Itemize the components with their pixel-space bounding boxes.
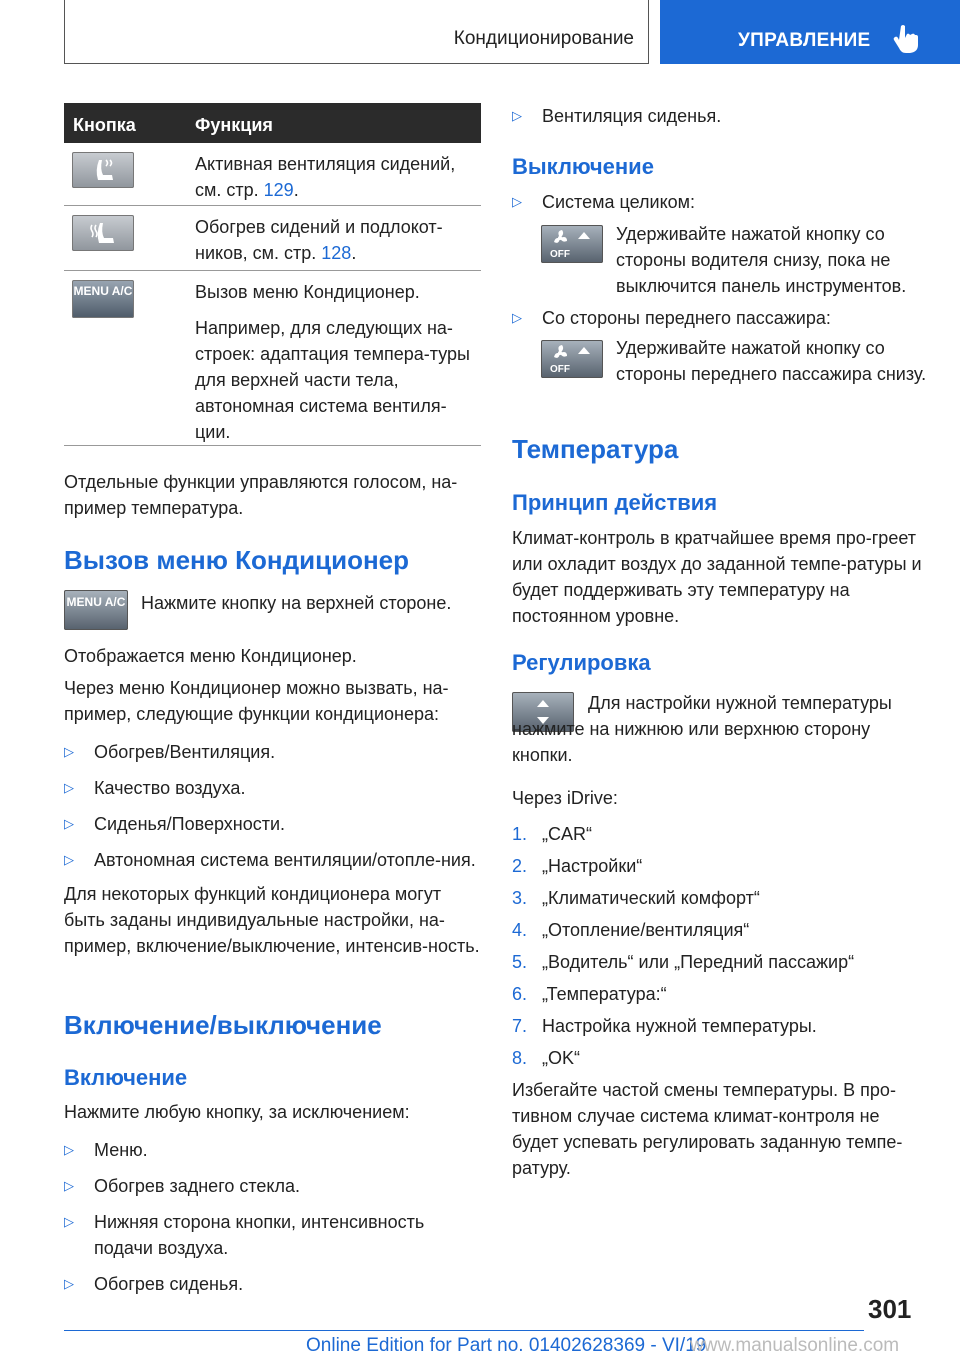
- heading-regulation: [512, 649, 928, 677]
- paragraph-text: Климат-контроль в кратчайшее время про-греет или охладит воздух до заданной темпе-ратуры и будет поддерживать эту температуру на постоянном уровне.: [512, 528, 922, 626]
- bullet-triangle-icon: ▷: [512, 310, 522, 325]
- list-item-text: „Температура:“: [542, 984, 667, 1004]
- function-cell: [195, 151, 477, 203]
- paragraph-text: Избегайте частой смены температуры. В про-тивном случае система климат-контроля не будет успевать регулировать заданную темпе-ратуру.: [512, 1080, 903, 1178]
- list-item-text: „Водитель“ или „Передний пассажир“: [542, 952, 855, 972]
- heading-principle: [512, 489, 928, 517]
- bullet-triangle-icon: ▷: [512, 194, 522, 209]
- list-item-text: „Настройки“: [542, 856, 643, 876]
- list-item: [512, 1045, 928, 1071]
- bullet-triangle-icon: ▷: [64, 1214, 74, 1229]
- col-button-header: Кнопка: [73, 115, 136, 135]
- off-item-1: [512, 189, 928, 215]
- off-item-2: [512, 305, 928, 331]
- list-item-text: „Отопление/вентиляция“: [542, 920, 750, 940]
- heading-off: [512, 153, 928, 181]
- subsection-heading: Включение: [64, 1065, 188, 1090]
- subsection-heading: Регулировка: [512, 650, 651, 675]
- col-function-header: Функция: [195, 115, 273, 135]
- list-item-text: Со стороны переднего пассажира:: [542, 308, 831, 328]
- heading-onoff: [64, 1009, 480, 1041]
- idrive-block: [512, 785, 928, 1181]
- list-item: [64, 811, 480, 837]
- function-text: см. стр.: [195, 180, 264, 200]
- step-number: 6.: [512, 984, 528, 1004]
- page-link[interactable]: 128: [321, 243, 352, 263]
- list-item-text: „OK“: [542, 1048, 580, 1068]
- paragraph-text: Через iDrive:: [512, 788, 618, 808]
- list-item-text: Система целиком:: [542, 192, 696, 212]
- list-item: [64, 1209, 480, 1261]
- hand-pointer-icon: [892, 24, 918, 54]
- bullet-triangle-icon: ▷: [64, 744, 74, 759]
- paragraph-text: Удерживайте нажатой кнопку со стороны переднего пассажира снизу.: [616, 338, 927, 384]
- function-cell: [195, 279, 477, 455]
- step-number: 7.: [512, 1016, 528, 1036]
- function-text: Активная вентиляция сидений,: [195, 154, 456, 174]
- on-body: [64, 1099, 480, 1297]
- bullet-triangle-icon: ▷: [64, 852, 74, 867]
- off-label: OFF: [550, 364, 570, 375]
- bullet-triangle-icon: ▷: [64, 1142, 74, 1157]
- list-item: [64, 1173, 480, 1199]
- list-item-text: Обогрев/Вентиляция.: [94, 742, 276, 762]
- intro-paragraph: [64, 469, 480, 521]
- subsection-heading: Выключение: [512, 154, 654, 179]
- menu-ac-label: MENU A/C: [66, 595, 126, 609]
- list-item: [512, 981, 928, 1007]
- off-item-2-text: [541, 335, 928, 387]
- list-item-text: Автономная система вентиляции/отопле-ния.: [94, 850, 476, 870]
- seat-ventilation-button-image: [72, 152, 134, 188]
- right-first: [512, 103, 928, 129]
- seat-ventilation-icon: [72, 152, 134, 188]
- list-item: [512, 821, 928, 847]
- paragraph-text: Для некоторых функций кондиционера могут быть заданы индивидуальные настройки, на-пример, включение/выключение, интенсив-ность.: [64, 884, 480, 956]
- paragraph-text: Отображается меню Кондиционер.: [64, 646, 357, 666]
- step-number: 2.: [512, 856, 528, 876]
- step-number: 8.: [512, 1048, 528, 1068]
- paragraph-text: Нажмите кнопку на верхней стороне.: [141, 593, 452, 613]
- menu-ac-label: MENU A/C: [73, 284, 133, 298]
- list-item-text: Качество воздуха.: [94, 778, 246, 798]
- section-heading: Температура: [512, 434, 679, 464]
- chapter-tab[interactable]: [660, 0, 960, 64]
- list-item: [64, 739, 480, 765]
- header-section-box: [64, 0, 649, 64]
- step-number: 3.: [512, 888, 528, 908]
- seat-heating-button-image: [72, 215, 134, 251]
- list-item: [512, 949, 928, 975]
- function-text: ников, см. стр.: [195, 243, 322, 263]
- watermark: www.manualsonline.com: [690, 1335, 900, 1356]
- page-link[interactable]: 129: [263, 180, 294, 200]
- paragraph-text: Через меню Кондиционер можно вызвать, на-пример, следующие функции кондиционера:: [64, 678, 449, 724]
- list-item: [64, 847, 480, 873]
- paragraph-text: Отдельные функции управляются голосом, на-пример температура.: [64, 472, 458, 518]
- bullet-triangle-icon: ▷: [512, 108, 522, 123]
- bullet-triangle-icon: ▷: [64, 780, 74, 795]
- step-number: 1.: [512, 824, 528, 844]
- list-item-text: Настройка нужной температуры.: [542, 1016, 817, 1036]
- menu-ac-button-image: [64, 590, 128, 630]
- list-item-text: Нижняя сторона кнопки, интенсивность подачи воздуха.: [94, 1212, 425, 1258]
- list-item-text: „Климатический комфорт“: [542, 888, 760, 908]
- step-number: 5.: [512, 952, 528, 972]
- paragraph-text: Нажмите любую кнопку, за исключением:: [64, 1102, 410, 1122]
- list-item-text: Меню.: [94, 1140, 148, 1160]
- list-item: [512, 1013, 928, 1039]
- list-item-text: Обогрев заднего стекла.: [94, 1176, 301, 1196]
- table-row: [64, 143, 481, 206]
- edition-text: Online Edition for Part no. 01402628369 - VI/19: [306, 1335, 707, 1356]
- section-heading: Включение/выключение: [64, 1010, 382, 1040]
- menu-press-text: [141, 590, 481, 616]
- bullet-triangle-icon: ▷: [64, 1178, 74, 1193]
- heading-on: [64, 1064, 480, 1092]
- list-item: [512, 305, 928, 331]
- list-item: [512, 885, 928, 911]
- chapter-label: УПРАВЛЕНИЕ: [738, 30, 871, 51]
- menu-body: [64, 643, 480, 959]
- table-row: [64, 271, 481, 446]
- button-function-table: [64, 103, 481, 446]
- section-heading: Вызов меню Кондиционер: [64, 545, 410, 575]
- footer-divider: [64, 1330, 864, 1331]
- list-item: [512, 853, 928, 879]
- function-text: Вызов меню Кондиционер.: [195, 282, 420, 302]
- function-text: Обогрев сидений и подлокот-: [195, 217, 443, 237]
- list-item: [64, 1137, 480, 1163]
- list-item-text: Сиденья/Поверхности.: [94, 814, 286, 834]
- list-item: [512, 189, 928, 215]
- heading-temp: [512, 433, 928, 465]
- function-text: .: [293, 180, 299, 200]
- paragraph-text: Удерживайте нажатой кнопку со стороны водителя снизу, пока не выключится панель инструментов.: [616, 224, 907, 296]
- list-item: [64, 1271, 480, 1297]
- principle-text: [512, 525, 928, 629]
- bullet-triangle-icon: ▷: [64, 816, 74, 831]
- off-item-1-text: [541, 221, 928, 299]
- function-cell: [195, 214, 477, 266]
- list-item: [64, 775, 480, 801]
- list-item-text: „CAR“: [542, 824, 592, 844]
- heading-menu: [64, 544, 480, 576]
- function-text: Например, для следующих на-строек: адаптация темпера-туры для верхней части тела, автономная система вентиля-ции.: [195, 318, 470, 442]
- bullet-triangle-icon: ▷: [64, 1276, 74, 1291]
- list-item-text: Обогрев сиденья.: [94, 1274, 244, 1294]
- regulation-text: [512, 690, 928, 768]
- subsection-heading: Принцип действия: [512, 490, 718, 515]
- section-title: Кондиционирование: [453, 28, 634, 49]
- list-item: [512, 103, 928, 129]
- off-label: OFF: [550, 249, 570, 260]
- list-item: [512, 917, 928, 943]
- table-row: [64, 206, 481, 271]
- table-header: [64, 103, 481, 143]
- page-number: 301: [868, 1294, 912, 1324]
- step-number: 4.: [512, 920, 528, 940]
- list-item-text: Вентиляция сиденья.: [542, 106, 722, 126]
- seat-heating-icon: [72, 215, 134, 251]
- function-text: .: [351, 243, 357, 263]
- paragraph-text: Для настройки нужной температуры нажмите на нижнюю или верхнюю сторону кнопки.: [512, 693, 892, 765]
- menu-ac-button-image: [72, 280, 134, 318]
